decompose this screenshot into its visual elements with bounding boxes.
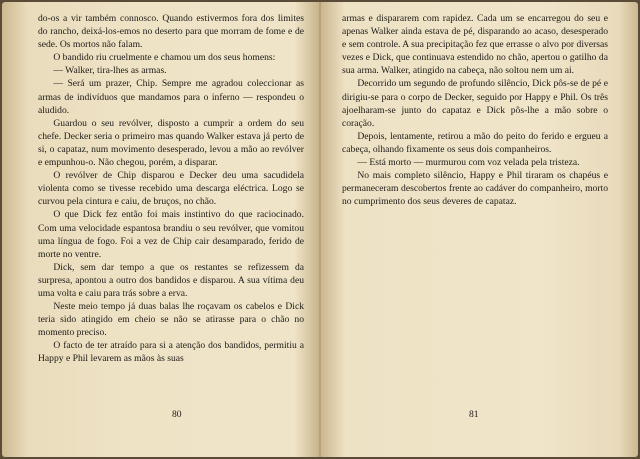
paragraph: No mais completo silêncio, Happy e Phil tiraram os chapéus e permaneceram descobertos frente ao cadáver do companheiro, morto no cumprimento dos seus deveres de capataz.: [342, 170, 608, 208]
paragraph: O facto de ter atraído para si a atenção dos bandidos, permitiu a Happy e Phil levarem as mãos às suas: [38, 340, 304, 365]
left-page-text: [38, 12, 304, 366]
paragraph: Decorrido um segundo de profundo silêncio, Dick pôs-se de pé e dirigiu-se para o corpo de Decker, seguido por Happy e Phil. Os três ajoelharam-se junto do capataz e Dick pôs-lhe a mão sobre o coração.: [342, 78, 608, 129]
paragraph: armas e dispararem com rapidez. Cada um se encarregou do seu e apenas Walker ainda estava de pé, disparando ao acaso, desesperado e sem controle. A sua precipitação fez que errasse o alvo por diversas vezes e Dick, que continuava estendido no chão, apertou o gatilho da sua arma. Walker, atingido na cabeça, não soltou nem um ai.: [342, 13, 608, 77]
paragraph: Guardou o seu revólver, disposto a cumprir a ordem do seu chefe. Decker seria o primeiro mas quando Walker estava já perto de si, o capataz, num movimento desesperado, levou a mão ao revólver e empunhou-o. Não chegou, porém, a disparar.: [38, 117, 304, 169]
paragraph: Dick, sem dar tempo a que os restantes se refizessem da surpresa, apontou a outro dos bandidos e disparou. A sua vítima deu uma volta e caiu para trás sobre a erva.: [38, 261, 304, 299]
paragraph: — Será um prazer, Chip. Sempre me agradou coleccionar as armas de indivíduos que mandamos para o inferno — respondeu o aludido.: [38, 78, 304, 116]
paragraph: O bandido riu cruelmente e chamou um dos seus homens:: [53, 52, 276, 64]
paragraph: Depois, lentamente, retirou a mão do peito do ferido e ergueu a cabeça, olhando fixamente os seus dois companheiros.: [342, 130, 608, 155]
left-page-number: 80: [172, 409, 182, 420]
paragraph: O que Dick fez então foi mais instintivo do que raciocinado. Com uma velocidade espantosa brandiu o seu revólver, que vomitou uma língua de fogo. Foi a vez de Chip cair desamparado, ferido de morte no ventre.: [38, 209, 304, 260]
paragraph: Neste meio tempo já duas balas lhe roçavam os cabelos e Dick teria sido atingido em cheio se não se atirasse para o chão no momento preciso.: [38, 301, 304, 339]
paragraph: — Está morto — murmurou com voz velada pela tristeza.: [357, 157, 580, 169]
book-spread: [2, 2, 638, 457]
paragraph: do-os a vir também connosco. Quando estivermos fora dos limites do rancho, deixá-los-emos no deserto para que morram de fome e de sede. Os mortos não falam.: [38, 13, 304, 51]
paragraph: O revólver de Chip disparou e Decker deu uma sacudidela violenta como se tivesse recebido uma descarga eléctrica. Logo se curvou pela cintura e caiu, de bruços, no chão.: [38, 170, 304, 208]
paragraph: — Walker, tira-lhes as armas.: [53, 65, 167, 77]
right-page-text: [342, 12, 608, 208]
right-page-number: 81: [469, 409, 479, 420]
